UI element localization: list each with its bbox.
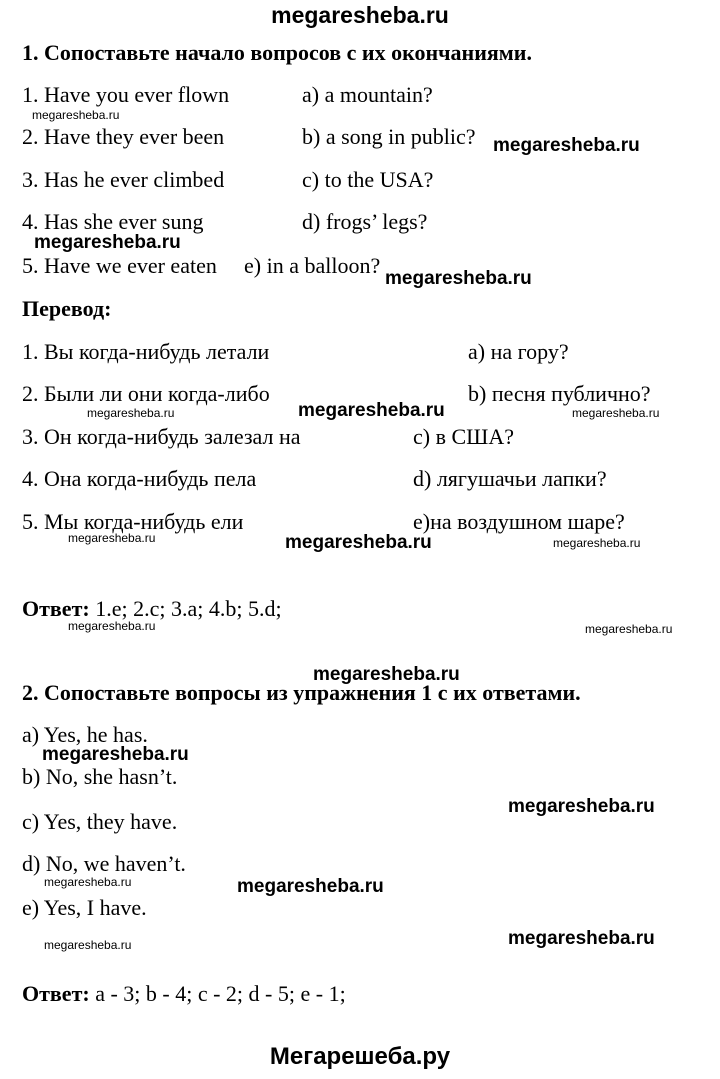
question-ending-e: e) in a balloon?: [244, 253, 381, 278]
answer-item-b: b) No, she hasn’t.: [22, 764, 178, 789]
watermark: megaresheba.ru: [493, 135, 640, 156]
translation-start-2: 2. Были ли они когда-либо: [22, 381, 270, 406]
watermark: megaresheba.ru: [508, 796, 655, 817]
answer-item-a: a) Yes, he has.: [22, 722, 148, 747]
watermark: megaresheba.ru: [313, 664, 460, 685]
watermark: megaresheba.ru: [44, 875, 132, 889]
watermark: megaresheba.ru: [553, 536, 641, 550]
watermark: megaresheba.ru: [508, 928, 655, 949]
question-ending-a: a) a mountain?: [302, 82, 433, 107]
question-start-1: 1. Have you ever flown: [22, 82, 230, 107]
translation-start-1: 1. Вы когда-нибудь летали: [22, 339, 270, 364]
watermark: megaresheba.ru: [68, 531, 156, 545]
site-footer: Мегарешеба.ру: [269, 1043, 451, 1070]
watermark: megaresheba.ru: [32, 108, 120, 122]
watermark: megaresheba.ru: [34, 232, 181, 253]
watermark: megaresheba.ru: [572, 406, 660, 420]
question-ending-d: d) frogs’ legs?: [302, 209, 428, 234]
answer-value: 1.e; 2.c; 3.a; 4.b; 5.d;: [95, 596, 282, 621]
watermark: megaresheba.ru: [237, 876, 384, 897]
exercise-1-title: 1. Сопоставьте начало вопросов с их окончаниями.: [22, 40, 532, 65]
watermark: megaresheba.ru: [385, 268, 532, 289]
question-ending-c: c) to the USA?: [302, 167, 434, 192]
translation-ending-d: d) лягушачьи лапки?: [413, 466, 607, 491]
watermark: megaresheba.ru: [285, 532, 432, 553]
translation-ending-a: a) на гору?: [468, 339, 569, 364]
question-start-4: 4. Has she ever sung: [22, 209, 204, 234]
translation-start-5: 5. Мы когда-нибудь ели: [22, 509, 244, 534]
exercise-2-answer: [22, 981, 346, 1007]
answer-label: Ответ:: [22, 981, 90, 1006]
translation-ending-c: c) в США?: [413, 424, 514, 449]
question-start-3: 3. Has he ever climbed: [22, 167, 225, 192]
question-start-5: 5. Have we ever eaten: [22, 253, 217, 278]
watermark: megaresheba.ru: [298, 400, 445, 421]
watermark: megaresheba.ru: [585, 622, 673, 636]
watermark: megaresheba.ru: [44, 938, 132, 952]
exercise-2-title: 2. Сопоставьте вопросы из упражнения 1 с их ответами.: [22, 680, 581, 705]
translation-ending-e: e)на воздушном шаре?: [413, 509, 625, 534]
translation-ending-b: b) песня публично?: [468, 381, 651, 406]
answer-label: Ответ:: [22, 596, 90, 621]
translation-label: Перевод:: [22, 296, 112, 321]
translation-start-3: 3. Он когда-нибудь залезал на: [22, 424, 301, 449]
answer-item-c: c) Yes, they have.: [22, 809, 178, 834]
question-start-2: 2. Have they ever been: [22, 124, 225, 149]
answer-item-e: e) Yes, I have.: [22, 895, 147, 920]
question-ending-b: b) a song in public?: [302, 124, 476, 149]
translation-start-4: 4. Она когда-нибудь пела: [22, 466, 257, 491]
watermark: megaresheba.ru: [68, 619, 156, 633]
watermark: megaresheba.ru: [87, 406, 175, 420]
watermark: megaresheba.ru: [42, 744, 189, 765]
answer-item-d: d) No, we haven’t.: [22, 851, 186, 876]
answer-value: a - 3; b - 4; c - 2; d - 5; e - 1;: [95, 981, 346, 1006]
site-header: megaresheba.ru: [271, 2, 449, 28]
